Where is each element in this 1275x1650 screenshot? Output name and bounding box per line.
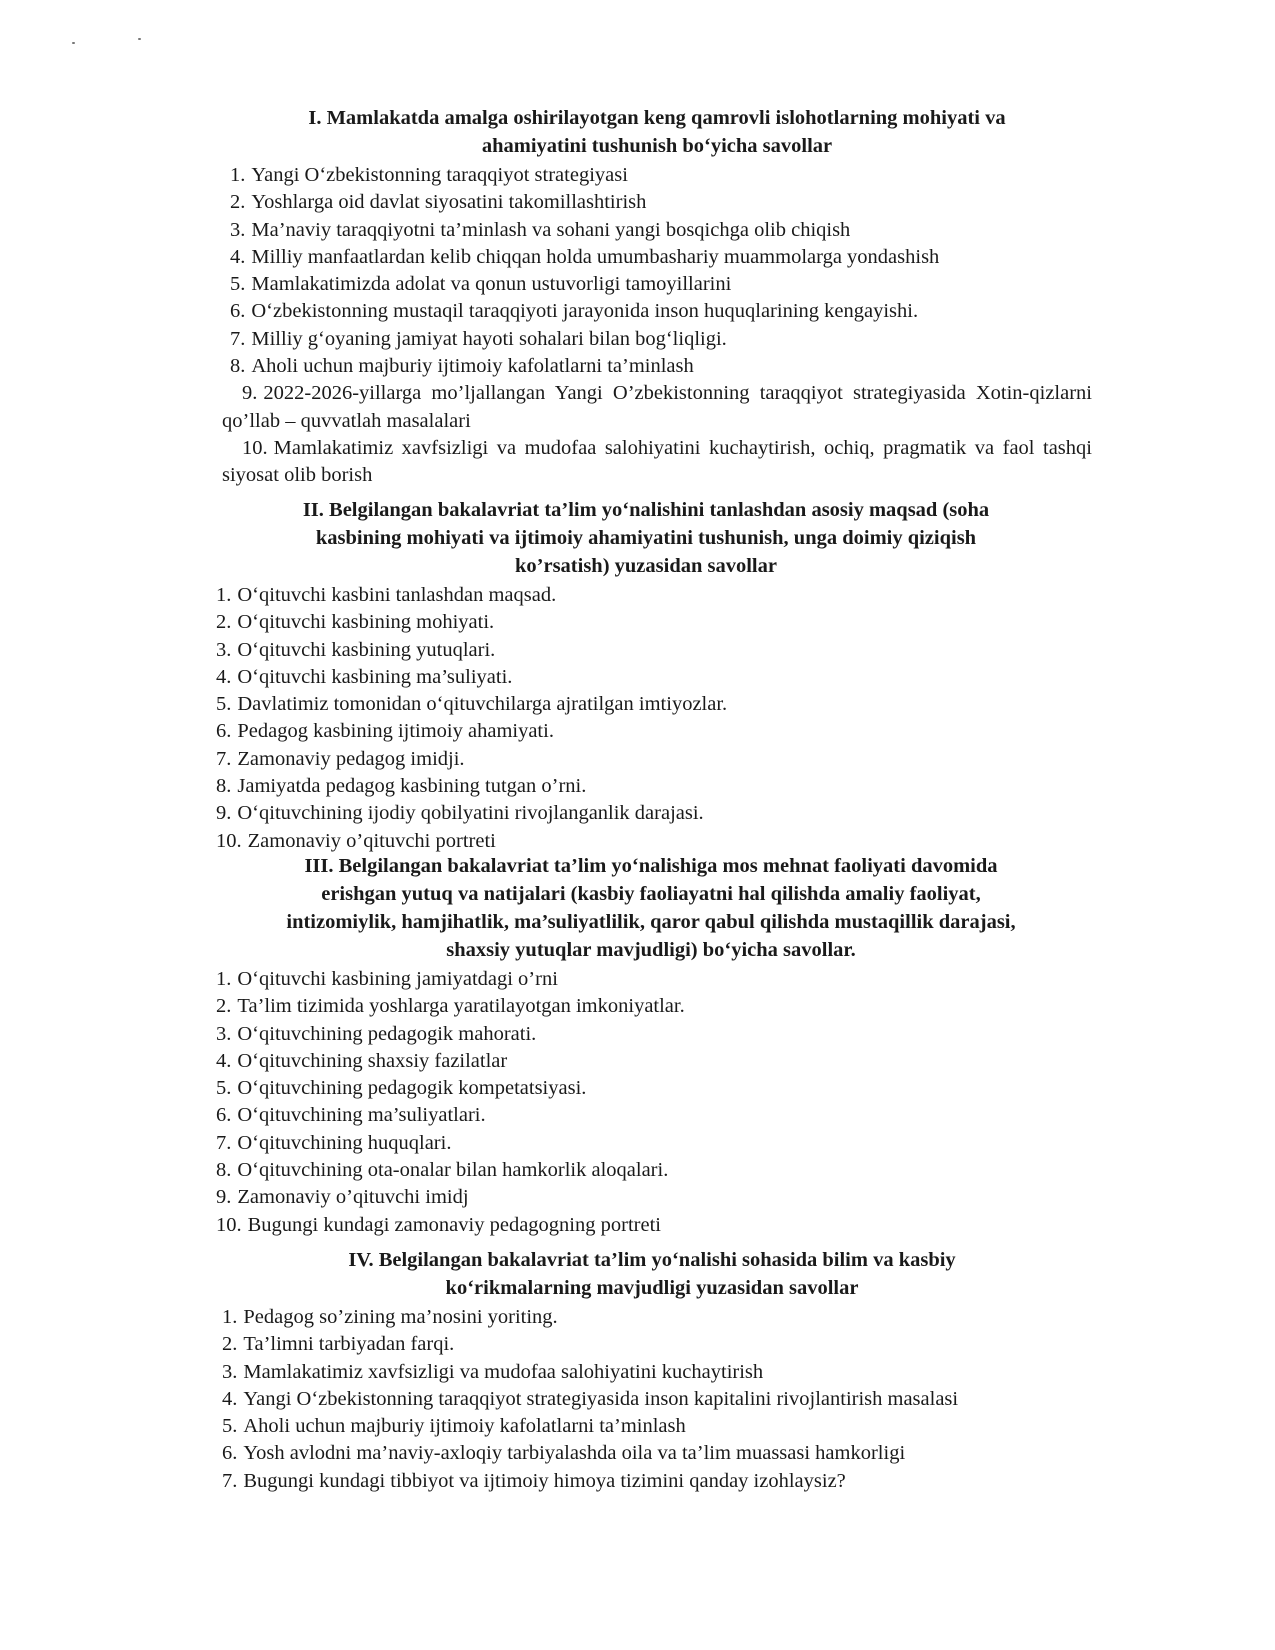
question-item bbox=[222, 1331, 1082, 1358]
question-item bbox=[216, 1102, 1086, 1129]
question-number: 3. bbox=[222, 1360, 238, 1383]
question-number: 3. bbox=[230, 218, 246, 241]
question-text: Zamonaviy pedagog imidji. bbox=[237, 747, 465, 770]
question-item bbox=[216, 966, 1086, 993]
question-item bbox=[216, 582, 1076, 609]
section-2-title-line: II. Belgilangan bakalavriat ta’lim yo‘nalishini tanlashdan asosiy maqsad (soha bbox=[302, 499, 990, 521]
question-text: Zamonaviy o’qituvchi portreti bbox=[247, 829, 496, 852]
question-number: 6. bbox=[216, 1104, 232, 1127]
question-number: 10. bbox=[216, 829, 242, 852]
question-item bbox=[216, 828, 1076, 855]
question-text: Yosh avlodni ma’naviy-axloqiy tarbiyalashda oila va ta’lim muassasi hamkorligi bbox=[243, 1442, 906, 1465]
question-item bbox=[216, 800, 1076, 827]
question-number: 4. bbox=[216, 665, 232, 688]
question-text: Mamlakatimiz xavfsizligi va mudofaa salohiyatini kuchaytirish, ochiq, pragmatik va faol tashqi siyosat olib borish bbox=[222, 436, 1092, 487]
question-text: Mamlakatimizda adolat va qonun ustuvorligi tamoyillarini bbox=[251, 273, 732, 296]
question-item bbox=[216, 1075, 1086, 1102]
question-number: 7. bbox=[222, 1469, 238, 1492]
question-text: O‘zbekistonning mustaqil taraqqiyoti jarayonida inson huquqlarining kengayishi. bbox=[251, 300, 919, 323]
question-text: Milliy g‘oyaning jamiyat hayoti sohalari bilan bog‘liqligi. bbox=[251, 327, 727, 350]
question-item bbox=[216, 1130, 1086, 1157]
question-number: 2. bbox=[222, 1333, 238, 1356]
question-text: Pedagog so’zining ma’nosini yoriting. bbox=[243, 1306, 558, 1328]
question-item bbox=[222, 244, 1092, 271]
question-number: 5. bbox=[222, 1415, 238, 1438]
question-text: Pedagog kasbining ijtimoiy ahamiyati. bbox=[237, 720, 554, 743]
question-number: 4. bbox=[216, 1049, 232, 1072]
question-number: 8. bbox=[216, 775, 232, 798]
question-item bbox=[216, 609, 1076, 636]
question-text: 2022-2026-yillarga mo’ljallangan Yangi O’zbekistonning taraqqiyot strategiyasida Xotin-qizlarni qo’llab – quvvatlah masalalari bbox=[222, 382, 1092, 432]
question-item bbox=[216, 718, 1076, 745]
question-number: 10. bbox=[216, 1213, 242, 1236]
question-item bbox=[222, 298, 1092, 325]
section-1-title-line: ahamiyatini tushunish bo‘yicha savollar bbox=[481, 135, 833, 157]
question-text: Yangi O‘zbekistonning taraqqiyot strategiyasida inson kapitalini rivojlantirish masalasi bbox=[243, 1387, 959, 1410]
question-number: 9. bbox=[216, 1186, 232, 1209]
question-number: 2. bbox=[230, 191, 246, 214]
question-number: 5. bbox=[216, 1077, 232, 1100]
question-text: O‘qituvchining ijodiy qobilyatini rivojlanganlik darajasi. bbox=[237, 802, 704, 825]
question-item bbox=[222, 1468, 1082, 1495]
question-text: Aholi uchun majburiy ijtimoiy kafolatlarni ta’minlash bbox=[251, 355, 694, 378]
question-item bbox=[222, 435, 1092, 490]
question-text: O‘qituvchining pedagogik kompetatsiyasi. bbox=[237, 1077, 587, 1100]
question-number: 7. bbox=[216, 1131, 232, 1154]
section-3-title-line: III. Belgilangan bakalavriat ta’lim yo‘nalishiga mos mehnat faoliyati davomida bbox=[304, 855, 998, 877]
question-item bbox=[222, 189, 1092, 216]
section-1 bbox=[222, 104, 1092, 490]
question-text: Ta’lim tizimida yoshlarga yaratilayotgan imkoniyatlar. bbox=[237, 995, 685, 1018]
question-number: 9. bbox=[216, 802, 232, 825]
question-number: 7. bbox=[230, 327, 246, 350]
question-text: O‘qituvchi kasbining mohiyati. bbox=[237, 611, 495, 634]
section-2 bbox=[216, 496, 1076, 855]
question-number: 7. bbox=[216, 747, 232, 770]
section-4-question-list bbox=[222, 1304, 1082, 1495]
question-text: O‘qituvchining huquqlari. bbox=[237, 1131, 452, 1154]
question-text: Mamlakatimiz xavfsizligi va mudofaa salohiyatini kuchaytirish bbox=[243, 1360, 764, 1383]
question-text: O‘qituvchi kasbining jamiyatdagi o’rni bbox=[237, 968, 558, 990]
section-2-question-list bbox=[216, 582, 1076, 855]
question-text: Ma’naviy taraqqiyotni ta’minlash va sohani yangi bosqichga olib chiqish bbox=[251, 218, 851, 241]
section-2-title-line: ko’rsatish) yuzasidan savollar bbox=[515, 555, 777, 577]
question-number: 5. bbox=[230, 273, 246, 296]
question-item bbox=[216, 1184, 1086, 1211]
question-item bbox=[216, 637, 1076, 664]
question-text: Yangi O‘zbekistonning taraqqiyot strategiyasi bbox=[251, 164, 628, 186]
scan-speck bbox=[72, 42, 75, 44]
scan-speck bbox=[138, 38, 141, 40]
question-text: Ta’limni tarbiyadan farqi. bbox=[243, 1333, 455, 1356]
question-item bbox=[216, 773, 1076, 800]
question-item bbox=[222, 1413, 1082, 1440]
question-number: 4. bbox=[222, 1387, 238, 1410]
question-number: 8. bbox=[230, 355, 246, 378]
section-4-title-line: ko‘rikmalarning mavjudligi yuzasidan savollar bbox=[445, 1277, 859, 1299]
section-3 bbox=[216, 852, 1086, 1239]
question-text: Davlatimiz tomonidan o‘qituvchilarga ajratilgan imtiyozlar. bbox=[237, 693, 728, 716]
question-number: 9. bbox=[242, 382, 258, 405]
section-1-question-list bbox=[222, 162, 1092, 490]
question-text: O‘qituvchining pedagogik mahorati. bbox=[237, 1022, 537, 1045]
question-number: 8. bbox=[216, 1159, 232, 1182]
section-3-title-line: intizomiylik, hamjihatlik, ma’suliyatlilik, qaror qabul qilishda mustaqillik darajasi, bbox=[286, 911, 1016, 933]
question-item bbox=[222, 1359, 1082, 1386]
question-item bbox=[222, 162, 1092, 189]
question-item bbox=[216, 993, 1086, 1020]
question-item bbox=[222, 380, 1092, 435]
question-item bbox=[222, 1304, 1082, 1331]
section-1-title-line: I. Mamlakatda amalga oshirilayotgan keng qamrovli islohotlarning mohiyati va bbox=[308, 107, 1006, 129]
section-2-title bbox=[216, 496, 1076, 580]
question-number: 5. bbox=[216, 693, 232, 716]
question-item bbox=[222, 353, 1092, 380]
question-item bbox=[216, 1021, 1086, 1048]
question-number: 1. bbox=[222, 1306, 238, 1328]
question-text: Jamiyatda pedagog kasbining tutgan o’rni. bbox=[237, 775, 587, 798]
question-text: Zamonaviy o’qituvchi imidj bbox=[237, 1186, 469, 1209]
question-number: 4. bbox=[230, 245, 246, 268]
question-item bbox=[216, 664, 1076, 691]
question-item bbox=[216, 1157, 1086, 1184]
question-item bbox=[222, 1386, 1082, 1413]
question-text: Aholi uchun majburiy ijtimoiy kafolatlarni ta’minlash bbox=[243, 1415, 686, 1438]
section-4-title-line: IV. Belgilangan bakalavriat ta’lim yo‘nalishi sohasida bilim va kasbiy bbox=[348, 1249, 956, 1271]
section-3-title bbox=[216, 852, 1086, 964]
question-text: O‘qituvchi kasbining yutuqlari. bbox=[237, 638, 496, 661]
question-text: O‘qituvchi kasbini tanlashdan maqsad. bbox=[237, 584, 557, 606]
question-text: O‘qituvchining ma’suliyatlari. bbox=[237, 1104, 486, 1127]
section-4 bbox=[222, 1246, 1082, 1495]
question-text: O‘qituvchining shaxsiy fazilatlar bbox=[237, 1049, 508, 1072]
question-number: 10. bbox=[242, 436, 268, 459]
question-number: 6. bbox=[216, 720, 232, 743]
question-item bbox=[216, 746, 1076, 773]
question-item bbox=[222, 271, 1092, 298]
question-item bbox=[222, 217, 1092, 244]
section-3-question-list bbox=[216, 966, 1086, 1239]
question-item bbox=[216, 691, 1076, 718]
question-number: 3. bbox=[216, 1022, 232, 1045]
question-item bbox=[222, 1440, 1082, 1467]
question-text: O‘qituvchi kasbining ma’suliyati. bbox=[237, 665, 513, 688]
section-2-title-line: kasbining mohiyati va ijtimoiy ahamiyatini tushunish, unga doimiy qiziqish bbox=[315, 527, 977, 549]
section-1-title bbox=[222, 104, 1092, 160]
section-4-title bbox=[222, 1246, 1082, 1302]
question-text: Bugungi kundagi tibbiyot va ijtimoiy himoya tizimini qanday izohlaysiz? bbox=[243, 1469, 846, 1492]
question-number: 3. bbox=[216, 638, 232, 661]
question-text: O‘qituvchining ota-onalar bilan hamkorlik aloqalari. bbox=[237, 1159, 669, 1182]
section-3-title-line: shaxsiy yutuqlar mavjudligi) bo‘yicha savollar. bbox=[446, 939, 856, 961]
section-3-title-line: erishgan yutuq va natijalari (kasbiy faoliayatni hal qilishda amaliy faoliyat, bbox=[321, 883, 981, 905]
question-number: 1. bbox=[216, 968, 232, 990]
question-number: 1. bbox=[230, 164, 246, 186]
question-number: 6. bbox=[230, 300, 246, 323]
question-number: 6. bbox=[222, 1442, 238, 1465]
question-item bbox=[222, 326, 1092, 353]
question-text: Yoshlarga oid davlat siyosatini takomillashtirish bbox=[251, 191, 647, 214]
question-number: 2. bbox=[216, 995, 232, 1018]
question-number: 2. bbox=[216, 611, 232, 634]
question-text: Milliy manfaatlardan kelib chiqqan holda umumbashariy muammolarga yondashish bbox=[251, 245, 940, 268]
question-item bbox=[216, 1048, 1086, 1075]
question-number: 1. bbox=[216, 584, 232, 606]
question-text: Bugungi kundagi zamonaviy pedagogning portreti bbox=[247, 1213, 661, 1236]
question-item bbox=[216, 1212, 1086, 1239]
